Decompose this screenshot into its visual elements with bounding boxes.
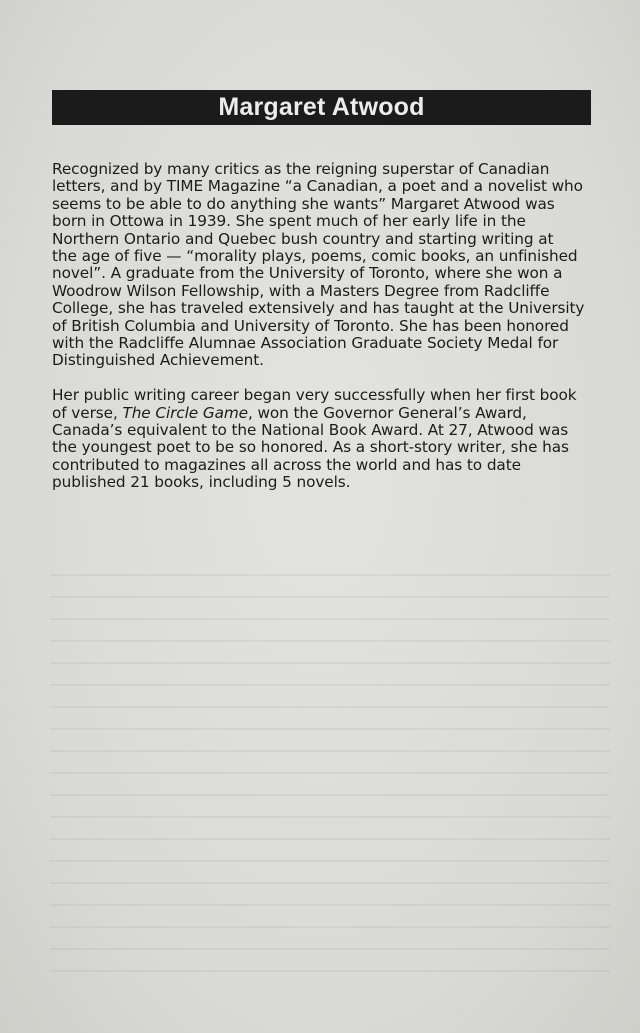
text-line: Her public writing career began very successfully when her first book — [52, 386, 577, 405]
text-fragment: , won the Governor General’s Award, — [247, 403, 527, 422]
text-fragment: of verse, — [52, 403, 123, 422]
book-title: The Circle Game — [122, 403, 248, 422]
text-line: Recognized by many critics as the reigning superstar of Canadian — [52, 160, 550, 178]
text-line: Distinguished Achievement. — [52, 351, 264, 370]
text-line: published 21 books, including 5 novels. — [52, 473, 351, 492]
text-line: Canada’s equivalent to the National Book Award. At 27, Atwood was — [52, 421, 569, 440]
page-title: Margaret Atwood — [218, 93, 425, 121]
text-line: contributed to magazines all across the world and has to date — [52, 455, 521, 474]
text-line: Woodrow Wilson Fellowship, with a Masters Degree from Radcliffe — [52, 281, 550, 300]
text-line: the age of five — “morality plays, poems, comic books, an unfinished — [52, 247, 578, 266]
text-line: the youngest poet to be so honored. As a short-story writer, she has — [52, 438, 569, 457]
text-line: letters, and by TIME Magazine “a Canadian, a poet and a novelist who — [52, 177, 583, 196]
paragraph-1 — [52, 161, 597, 370]
biography-text — [52, 161, 597, 509]
text-line: seems to be able to do anything she wants” Margaret Atwood was — [52, 194, 555, 213]
text-line: born in Ottowa in 1939. She spent much of her early life in the — [52, 212, 526, 231]
text-line: with the Radcliffe Alumnae Association Graduate Society Medal for — [52, 334, 559, 353]
text-line: College, she has traveled extensively and has taught at the University — [52, 299, 585, 318]
title-banner — [52, 90, 591, 125]
text-line-with-book-title — [52, 405, 597, 422]
paragraph-2 — [52, 387, 597, 491]
text-line: of British Columbia and University of Toronto. She has been honored — [52, 316, 569, 335]
text-line: novel”. A graduate from the University of Toronto, where she won a — [52, 264, 563, 283]
text-line: Northern Ontario and Quebec bush country and starting writing at — [52, 229, 554, 248]
show-through-texture — [50, 560, 610, 980]
